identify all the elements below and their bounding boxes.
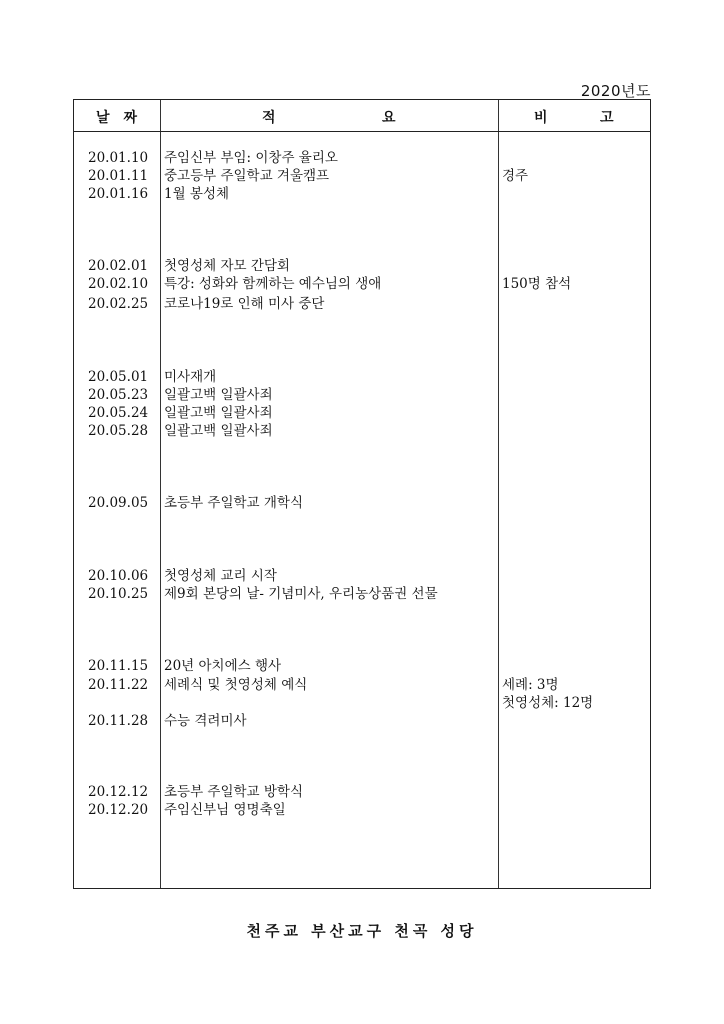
table-row [74,167,650,185]
row-date: 20.11.28 [88,713,149,729]
row-date: 20.05.23 [88,387,149,403]
row-date: 20.05.01 [88,369,149,385]
row-date: 20.01.16 [88,186,149,202]
row-date: 20.05.24 [88,405,149,421]
table-row [74,185,650,203]
row-desc: 제9회 본당의 날- 기념미사, 우리농상품권 선물 [164,586,438,602]
table-row [74,149,650,167]
summary-column-header-2: 요 [382,110,396,126]
table-row [74,275,650,293]
row-desc: 미사재개 [164,369,217,385]
row-date: 20.02.25 [88,296,149,312]
row-date: 20.01.11 [88,168,149,184]
row-desc: 코로나19로 인해 미사 중단 [164,296,325,312]
table-row [74,801,650,819]
header-divider [74,131,650,132]
row-desc: 주임신부님 영명축일 [164,802,286,818]
table-row [74,494,650,512]
table-row [74,694,650,712]
row-date: 20.11.22 [88,677,149,693]
row-desc: 특강: 성화와 함께하는 예수님의 생애 [164,276,382,292]
row-desc: 20년 아치에스 행사 [164,658,282,674]
table-row [74,386,650,404]
row-date: 20.02.01 [88,258,149,274]
row-date: 20.02.10 [88,276,149,292]
row-desc: 일괄고백 일괄사죄 [164,423,273,439]
row-desc: 중고등부 주일학교 겨울캠프 [164,168,330,184]
date-column-header: 날짜 [96,110,152,126]
table-row [74,567,650,585]
row-desc: 첫영성체 교리 시작 [164,568,277,584]
table-row [74,783,650,801]
table-row [74,295,650,313]
row-date: 20.01.10 [88,150,149,166]
row-note: 첫영성체: 12명 [502,695,594,711]
row-desc: 수능 격려미사 [164,713,247,729]
row-note: 세례: 3명 [502,677,559,693]
row-desc: 일괄고백 일괄사죄 [164,405,273,421]
table-row [74,368,650,386]
table-row [74,712,650,730]
table-row [74,422,650,440]
year-label: 2020년도 [580,82,651,100]
table-row [74,585,650,603]
row-date: 20.10.06 [88,568,149,584]
row-date: 20.12.12 [88,784,149,800]
note-column-header-2: 고 [600,110,614,126]
row-desc: 일괄고백 일괄사죄 [164,387,273,403]
row-desc: 첫영성체 자모 간담회 [164,258,290,274]
table-row [74,257,650,275]
table-row [74,404,650,422]
row-date: 20.12.20 [88,802,149,818]
row-date: 20.11.15 [88,658,149,674]
note-column-header-1: 비 [534,110,548,126]
row-note: 경주 [502,168,529,184]
record-table [73,99,651,889]
row-desc: 세례식 및 첫영성체 예식 [164,677,308,693]
parish-footer: 천주교 부산교구 천곡 성당 [246,922,478,940]
table-row [74,676,650,694]
row-desc: 초등부 주일학교 방학식 [164,784,303,800]
row-desc: 주임신부 부임: 이창주 율리오 [164,150,338,166]
row-date: 20.05.28 [88,423,149,439]
row-date: 20.10.25 [88,586,149,602]
row-note: 150명 참석 [502,276,572,292]
row-desc: 1월 봉성체 [164,186,230,202]
table-row [74,657,650,675]
row-desc: 초등부 주일학교 개학식 [164,495,303,511]
row-date: 20.09.05 [88,495,149,511]
summary-column-header-1: 적 [262,110,276,126]
